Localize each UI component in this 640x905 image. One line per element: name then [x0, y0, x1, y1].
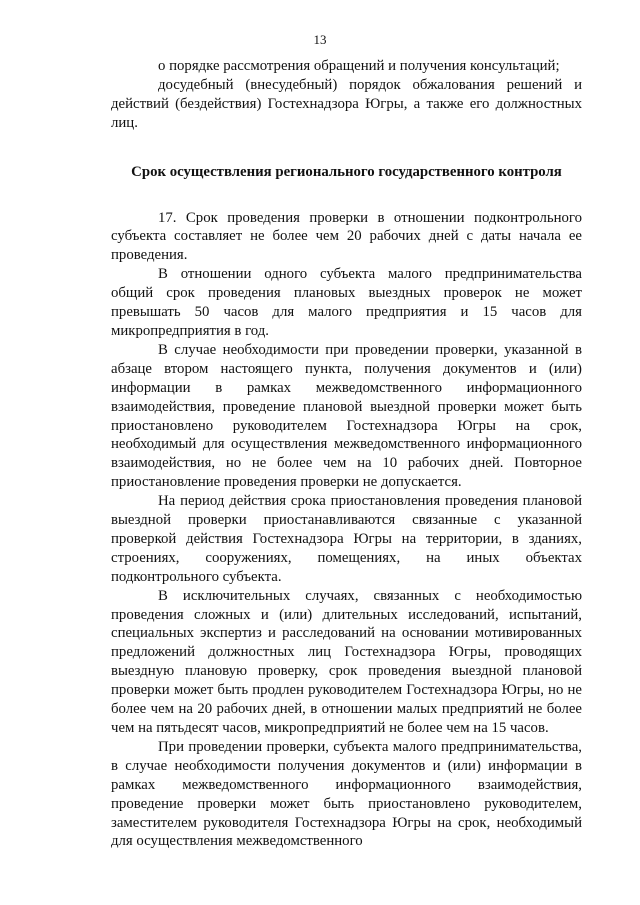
paragraph-small-business-term: В отношении одного субъекта малого предпринимательства общий срок проведения плановых выездных проверок не может превышать 50 часов для малого предприятия и 15 часов для микропредприятия в год.	[111, 266, 582, 339]
intro-line-appeal: досудебный (внесудебный) порядок обжалования решений и действий (бездействия) Гостехнадзора Югры, а также его должностных лиц.	[111, 76, 582, 131]
paragraph-suspended-actions: На период действия срока приостановления проведения плановой выездной проверки приостанавливаются связанные с указанной проверкой действия Гостехнадзора Югры на территории, в зданиях, строениях, сооружениях, помещениях, на иных объектах подконтрольного субъекта.	[111, 493, 582, 585]
paragraph-inspection-term: 17. Срок проведения проверки в отношении подконтрольного субъекта составляет не более чем 20 рабочих дней с даты начала ее проведения.	[111, 209, 582, 264]
page-number: 13	[313, 32, 327, 47]
intro-line-consultations: о порядке рассмотрения обращений и получения консультаций;	[158, 58, 560, 74]
paragraph-small-business-suspension: При проведении проверки, субъекта малого предпринимательства, в случае необходимости получения документов и (или) информации в рамках межведомственного информационного взаимодействия, проведение проверки может быть приостановлено руководителем, заместителем руководителя Гостехнадзора Югры на срок, необходимый для осуществления межведомственного	[111, 738, 582, 850]
section-heading: Срок осуществления регионального государственного контроля	[131, 163, 562, 180]
document-body	[111, 57, 582, 851]
paragraph-suspension: В случае необходимости при проведении проверки, указанной в абзаце втором настоящего пункта, получения документов и (или) информации в рамках межведомственного информационного взаимодействия, проведение плановой выездной проверки может быть приостановлено руководителем Гостехнадзора Югры на срок, необходимый для осуществления межведомственного информационного взаимодействия, но не более чем на 10 рабочих дней. Повторное приостановление проведения проверки не допускается.	[111, 341, 582, 491]
paragraph-extension: В исключительных случаях, связанных с необходимостью проведения сложных и (или) длительных исследований, испытаний, специальных экспертиз и расследований на основании мотивированных предложений должностных лиц Гостехнадзора Югры, проводящих выездную плановую проверку, срок проведения выездной плановой проверки может быть продлен руководителем Гостехнадзора Югры, но не более чем на 20 рабочих дней, в отношении малых предприятий не более чем на пятьдесят часов, микропредприятий не более чем на 15 часов.	[111, 587, 582, 736]
